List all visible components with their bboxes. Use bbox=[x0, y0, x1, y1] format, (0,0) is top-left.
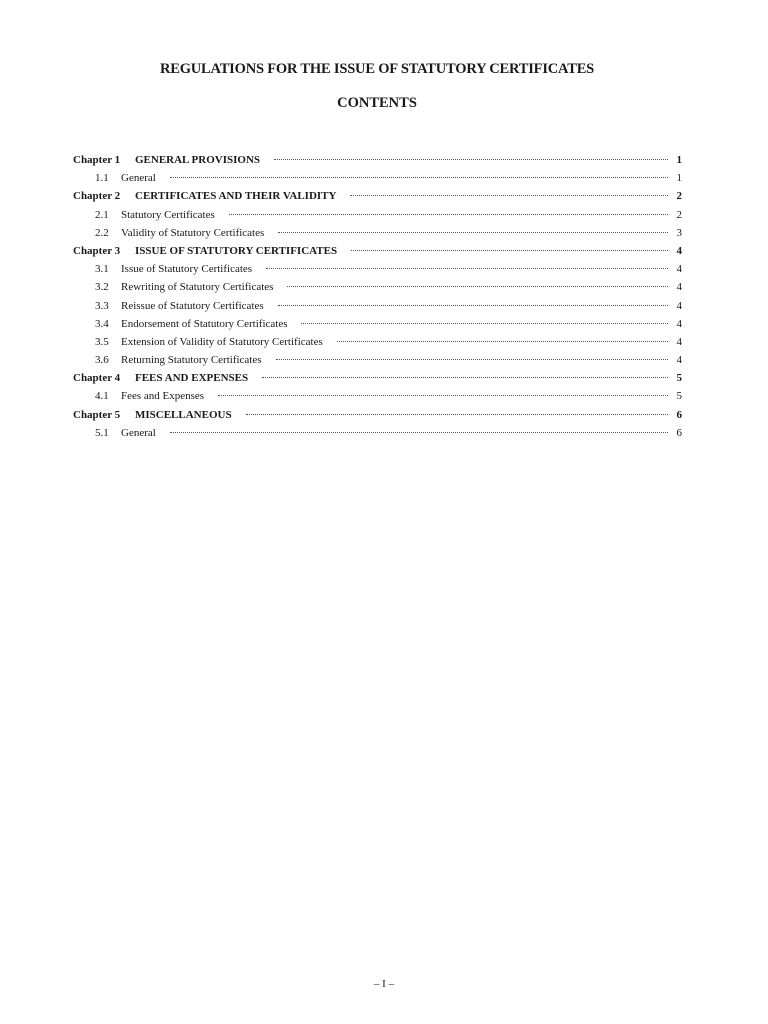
toc-entry-chapter-5[interactable] bbox=[73, 409, 682, 427]
dot-leader bbox=[246, 414, 668, 415]
toc-entry-number: 3.5 bbox=[95, 335, 109, 348]
toc-entry-section-1-1[interactable] bbox=[73, 172, 682, 190]
toc-entry-title: MISCELLANEOUS bbox=[135, 408, 232, 421]
toc-entry-title: FEES AND EXPENSES bbox=[135, 372, 249, 385]
toc-entry-title: GENERAL PROVISIONS bbox=[135, 154, 261, 166]
toc-entry-page: 5 bbox=[676, 372, 682, 385]
toc-entry-page: 2 bbox=[676, 208, 682, 221]
toc-entry-number: 2.1 bbox=[95, 208, 109, 221]
toc-entry-title: Reissue of Statutory Certificates bbox=[121, 299, 264, 312]
toc-entry-page: 4 bbox=[676, 354, 682, 367]
toc-entry-page: 5 bbox=[676, 390, 682, 403]
dot-leader bbox=[278, 305, 668, 306]
toc-entry-chapter-1[interactable] bbox=[73, 154, 682, 172]
toc-entry-title: Fees and Expenses bbox=[121, 390, 205, 403]
toc-entry-page: 2 bbox=[676, 190, 682, 203]
toc-entry-page: 3 bbox=[676, 226, 682, 239]
toc-entry-title: CERTIFICATES AND THEIR VALIDITY bbox=[135, 190, 337, 203]
toc-entry-page: 4 bbox=[676, 244, 682, 257]
toc-entry-number: 3.2 bbox=[95, 281, 109, 294]
toc-entry-number: 3.3 bbox=[95, 299, 109, 312]
toc-entry-title: Endorsement of Statutory Certificates bbox=[121, 317, 288, 330]
toc-entry-chapter-4[interactable] bbox=[73, 372, 682, 390]
toc-entry-number: Chapter 2 bbox=[73, 190, 121, 203]
toc-entry-section-3-6[interactable] bbox=[73, 354, 682, 372]
toc-entry-number: 3.1 bbox=[95, 263, 109, 276]
toc-entry-number: Chapter 1 bbox=[73, 154, 121, 166]
toc-entry-title: General bbox=[121, 426, 156, 439]
toc-entry-section-4-1[interactable] bbox=[73, 390, 682, 408]
dot-leader bbox=[274, 159, 668, 160]
dot-leader bbox=[229, 214, 668, 215]
toc-entry-title: Issue of Statutory Certificates bbox=[121, 263, 253, 276]
toc-entry-number: Chapter 5 bbox=[73, 408, 121, 421]
contents-heading: CONTENTS bbox=[337, 95, 417, 111]
toc-entry-number: 3.4 bbox=[95, 317, 109, 330]
toc-entry-title: Returning Statutory Certificates bbox=[121, 354, 262, 367]
dot-leader bbox=[350, 195, 668, 196]
dot-leader bbox=[170, 177, 668, 178]
toc-entry-title: ISSUE OF STATUTORY CERTIFICATES bbox=[135, 244, 338, 257]
dot-leader bbox=[351, 250, 668, 251]
toc-entry-number: 3.6 bbox=[95, 354, 109, 367]
toc-entry-number: 4.1 bbox=[95, 390, 109, 403]
toc-entry-page: 6 bbox=[676, 408, 682, 421]
toc-entry-section-3-3[interactable] bbox=[73, 300, 682, 318]
toc-entry-section-5-1[interactable] bbox=[73, 427, 682, 445]
toc-entry-number: Chapter 3 bbox=[73, 244, 121, 257]
toc-entry-page: 4 bbox=[676, 317, 682, 330]
toc-entry-section-3-4[interactable] bbox=[73, 318, 682, 336]
dot-leader bbox=[276, 359, 668, 360]
toc-entry-title: General bbox=[121, 172, 156, 185]
dot-leader bbox=[266, 268, 668, 269]
toc-entry-number: 1.1 bbox=[95, 172, 109, 185]
toc-entry-title: Rewriting of Statutory Certificates bbox=[121, 281, 274, 294]
toc-entry-page: 1 bbox=[676, 172, 682, 185]
table-of-contents bbox=[73, 154, 682, 445]
toc-entry-page: 1 bbox=[676, 154, 682, 166]
dot-leader bbox=[218, 395, 668, 396]
toc-entry-title: Validity of Statutory Certificates bbox=[121, 226, 265, 239]
toc-entry-title: Statutory Certificates bbox=[121, 208, 215, 221]
dot-leader bbox=[262, 377, 668, 378]
toc-entry-chapter-3[interactable] bbox=[73, 245, 682, 263]
toc-entry-number: 2.2 bbox=[95, 226, 109, 239]
toc-entry-number: Chapter 4 bbox=[73, 372, 121, 385]
toc-entry-section-3-5[interactable] bbox=[73, 336, 682, 354]
toc-entry-section-3-1[interactable] bbox=[73, 263, 682, 281]
dot-leader bbox=[278, 232, 668, 233]
dot-leader bbox=[287, 286, 668, 287]
toc-entry-chapter-2[interactable] bbox=[73, 190, 682, 208]
dot-leader bbox=[170, 432, 668, 433]
dot-leader bbox=[301, 323, 668, 324]
toc-entry-section-2-1[interactable] bbox=[73, 209, 682, 227]
toc-entry-page: 4 bbox=[676, 281, 682, 294]
document-title: REGULATIONS FOR THE ISSUE OF STATUTORY CERTIFICATES bbox=[159, 61, 595, 77]
dot-leader bbox=[337, 341, 668, 342]
toc-entry-page: 4 bbox=[676, 299, 682, 312]
toc-entry-number: 5.1 bbox=[95, 426, 109, 439]
toc-entry-page: 4 bbox=[676, 335, 682, 348]
toc-entry-section-2-2[interactable] bbox=[73, 227, 682, 245]
toc-entry-page: 6 bbox=[676, 426, 682, 439]
page-number: – I – bbox=[373, 978, 395, 990]
toc-entry-title: Extension of Validity of Statutory Certificates bbox=[121, 335, 323, 348]
toc-entry-page: 4 bbox=[676, 263, 682, 276]
toc-entry-section-3-2[interactable] bbox=[73, 281, 682, 299]
